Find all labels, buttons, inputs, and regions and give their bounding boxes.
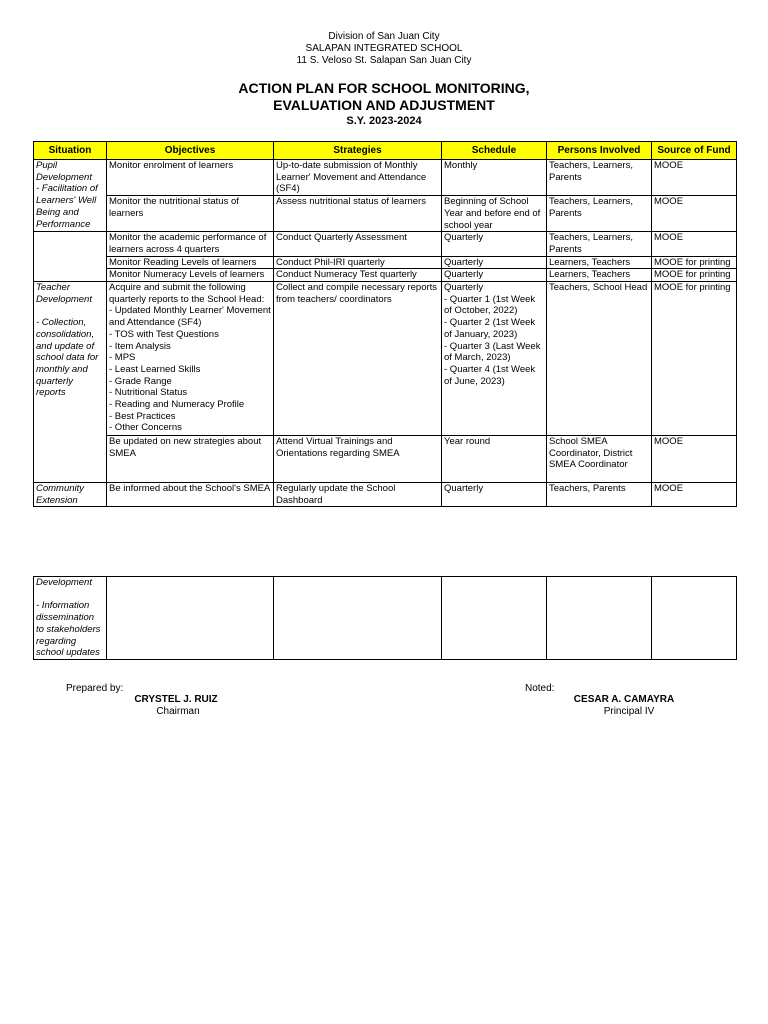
strategy-cell: Up-to-date submission of Monthly Learner' Movement and Attendance (SF4) [274,160,442,196]
table-row [34,232,737,256]
header-situation: Situation [34,142,107,160]
persons-cell: Learners, Teachers [547,256,652,269]
header-objectives: Objectives [107,142,274,160]
situation-pupil-development: Pupil Development - Facilitation of Learners' Well Being and Performance [34,160,107,232]
objective-cell: Acquire and submit the following quarterly reports to the School Head: - Updated Monthly Learner' Movement and Attendance (SF4) - TOS with Test Questions - Item Analysis - MPS - Least Learned Skills - Grade Range - Nutritional Status - Reading and Numeracy Profile - Best Practices - Other Concerns [107,282,274,436]
persons-cell: Teachers, School Head [547,282,652,436]
header-persons-involved: Persons Involved [547,142,652,160]
fund-cell: MOOE for printing [652,256,737,269]
table-row [34,436,737,483]
fund-cell: MOOE [652,232,737,256]
document-title-line2: EVALUATION AND ADJUSTMENT [273,97,495,113]
situation-cell-empty [34,232,107,282]
objective-cell: Monitor the academic performance of learners across 4 quarters [107,232,274,256]
objective-cell: Be informed about the School's SMEA [107,483,274,507]
strategy-cell: Conduct Numeracy Test quarterly [274,269,442,282]
objective-cell: Be updated on new strategies about SMEA [107,436,274,483]
strategy-cell: Conduct Phil-IRI quarterly [274,256,442,269]
school-name: SALAPAN INTEGRATED SCHOOL [305,43,463,54]
objective-cell: Monitor Numeracy Levels of learners [107,269,274,282]
schedule-cell: Beginning of School Year and before end of school year [442,196,547,232]
fund-cell: MOOE [652,196,737,232]
schedule-cell: Quarterly [442,256,547,269]
table-row [34,282,737,436]
schedule-cell: Quarterly [442,232,547,256]
prepared-by-label: Prepared by: [66,683,124,694]
fund-cell: MOOE [652,483,737,507]
schedule-cell: Quarterly [442,483,547,507]
strategy-cell: Regularly update the School Dashboard [274,483,442,507]
table-row [34,577,737,660]
fund-cell: MOOE [652,436,737,483]
objective-cell: Monitor the nutritional status of learners [107,196,274,232]
table-row [34,256,737,269]
persons-cell: Teachers, Learners, Parents [547,196,652,232]
persons-cell [547,577,652,660]
noted-by-name: CESAR A. CAMAYRA [573,694,675,705]
header-schedule: Schedule [442,142,547,160]
action-plan-table [33,141,737,507]
fund-cell [652,577,737,660]
schedule-cell: Year round [442,436,547,483]
noted-by-title: Principal IV [603,706,655,717]
table-row [34,269,737,282]
situation-continuation: Development - Information dissemination to stakeholders regarding school updates [34,577,107,660]
strategy-cell: Assess nutritional status of learners [274,196,442,232]
noted-label: Noted: [525,683,555,694]
strategy-cell [274,577,442,660]
strategy-cell: Conduct Quarterly Assessment [274,232,442,256]
header-source-of-fund: Source of Fund [652,142,737,160]
persons-cell: Teachers, Learners, Parents [547,232,652,256]
prepared-by-name: CRYSTEL J. RUIZ [134,694,218,705]
table-row [34,196,737,232]
objective-cell: Monitor Reading Levels of learners [107,256,274,269]
situation-teacher-development: Teacher Development - Collection, consolidation, and update of school data for monthly and quarterly reports [34,282,107,483]
school-year: S.Y. 2023-2024 [346,115,422,127]
table-header-row [34,142,737,160]
prepared-by-title: Chairman [156,706,200,717]
persons-cell: Teachers, Parents [547,483,652,507]
persons-cell: School SMEA Coordinator, District SMEA Coordinator [547,436,652,483]
document-title-line1: ACTION PLAN FOR SCHOOL MONITORING, [238,80,530,96]
strategy-cell: Collect and compile necessary reports from teachers/ coordinators [274,282,442,436]
persons-cell: Learners, Teachers [547,269,652,282]
fund-cell: MOOE for printing [652,282,737,436]
table-row [34,483,737,507]
table-row [34,160,737,196]
situation-community-extension: Community Extension [34,483,107,507]
division-line: Division of San Juan City [328,31,440,42]
objective-cell [107,577,274,660]
header-strategies: Strategies [274,142,442,160]
school-address: 11 S. Veloso St. Salapan San Juan City [296,55,472,66]
schedule-cell: Quarterly [442,269,547,282]
schedule-cell [442,577,547,660]
fund-cell: MOOE for printing [652,269,737,282]
persons-cell: Teachers, Learners, Parents [547,160,652,196]
objective-cell: Monitor enrolment of learners [107,160,274,196]
strategy-cell: Attend Virtual Trainings and Orientations regarding SMEA [274,436,442,483]
schedule-cell: Monthly [442,160,547,196]
fund-cell: MOOE [652,160,737,196]
continuation-table [33,576,737,660]
schedule-cell: Quarterly - Quarter 1 (1st Week of October, 2022) - Quarter 2 (1st Week of January, 2023) - Quarter 3 (Last Week of March, 2023) - Quarter 4 (1st Week of June, 2023) [442,282,547,436]
